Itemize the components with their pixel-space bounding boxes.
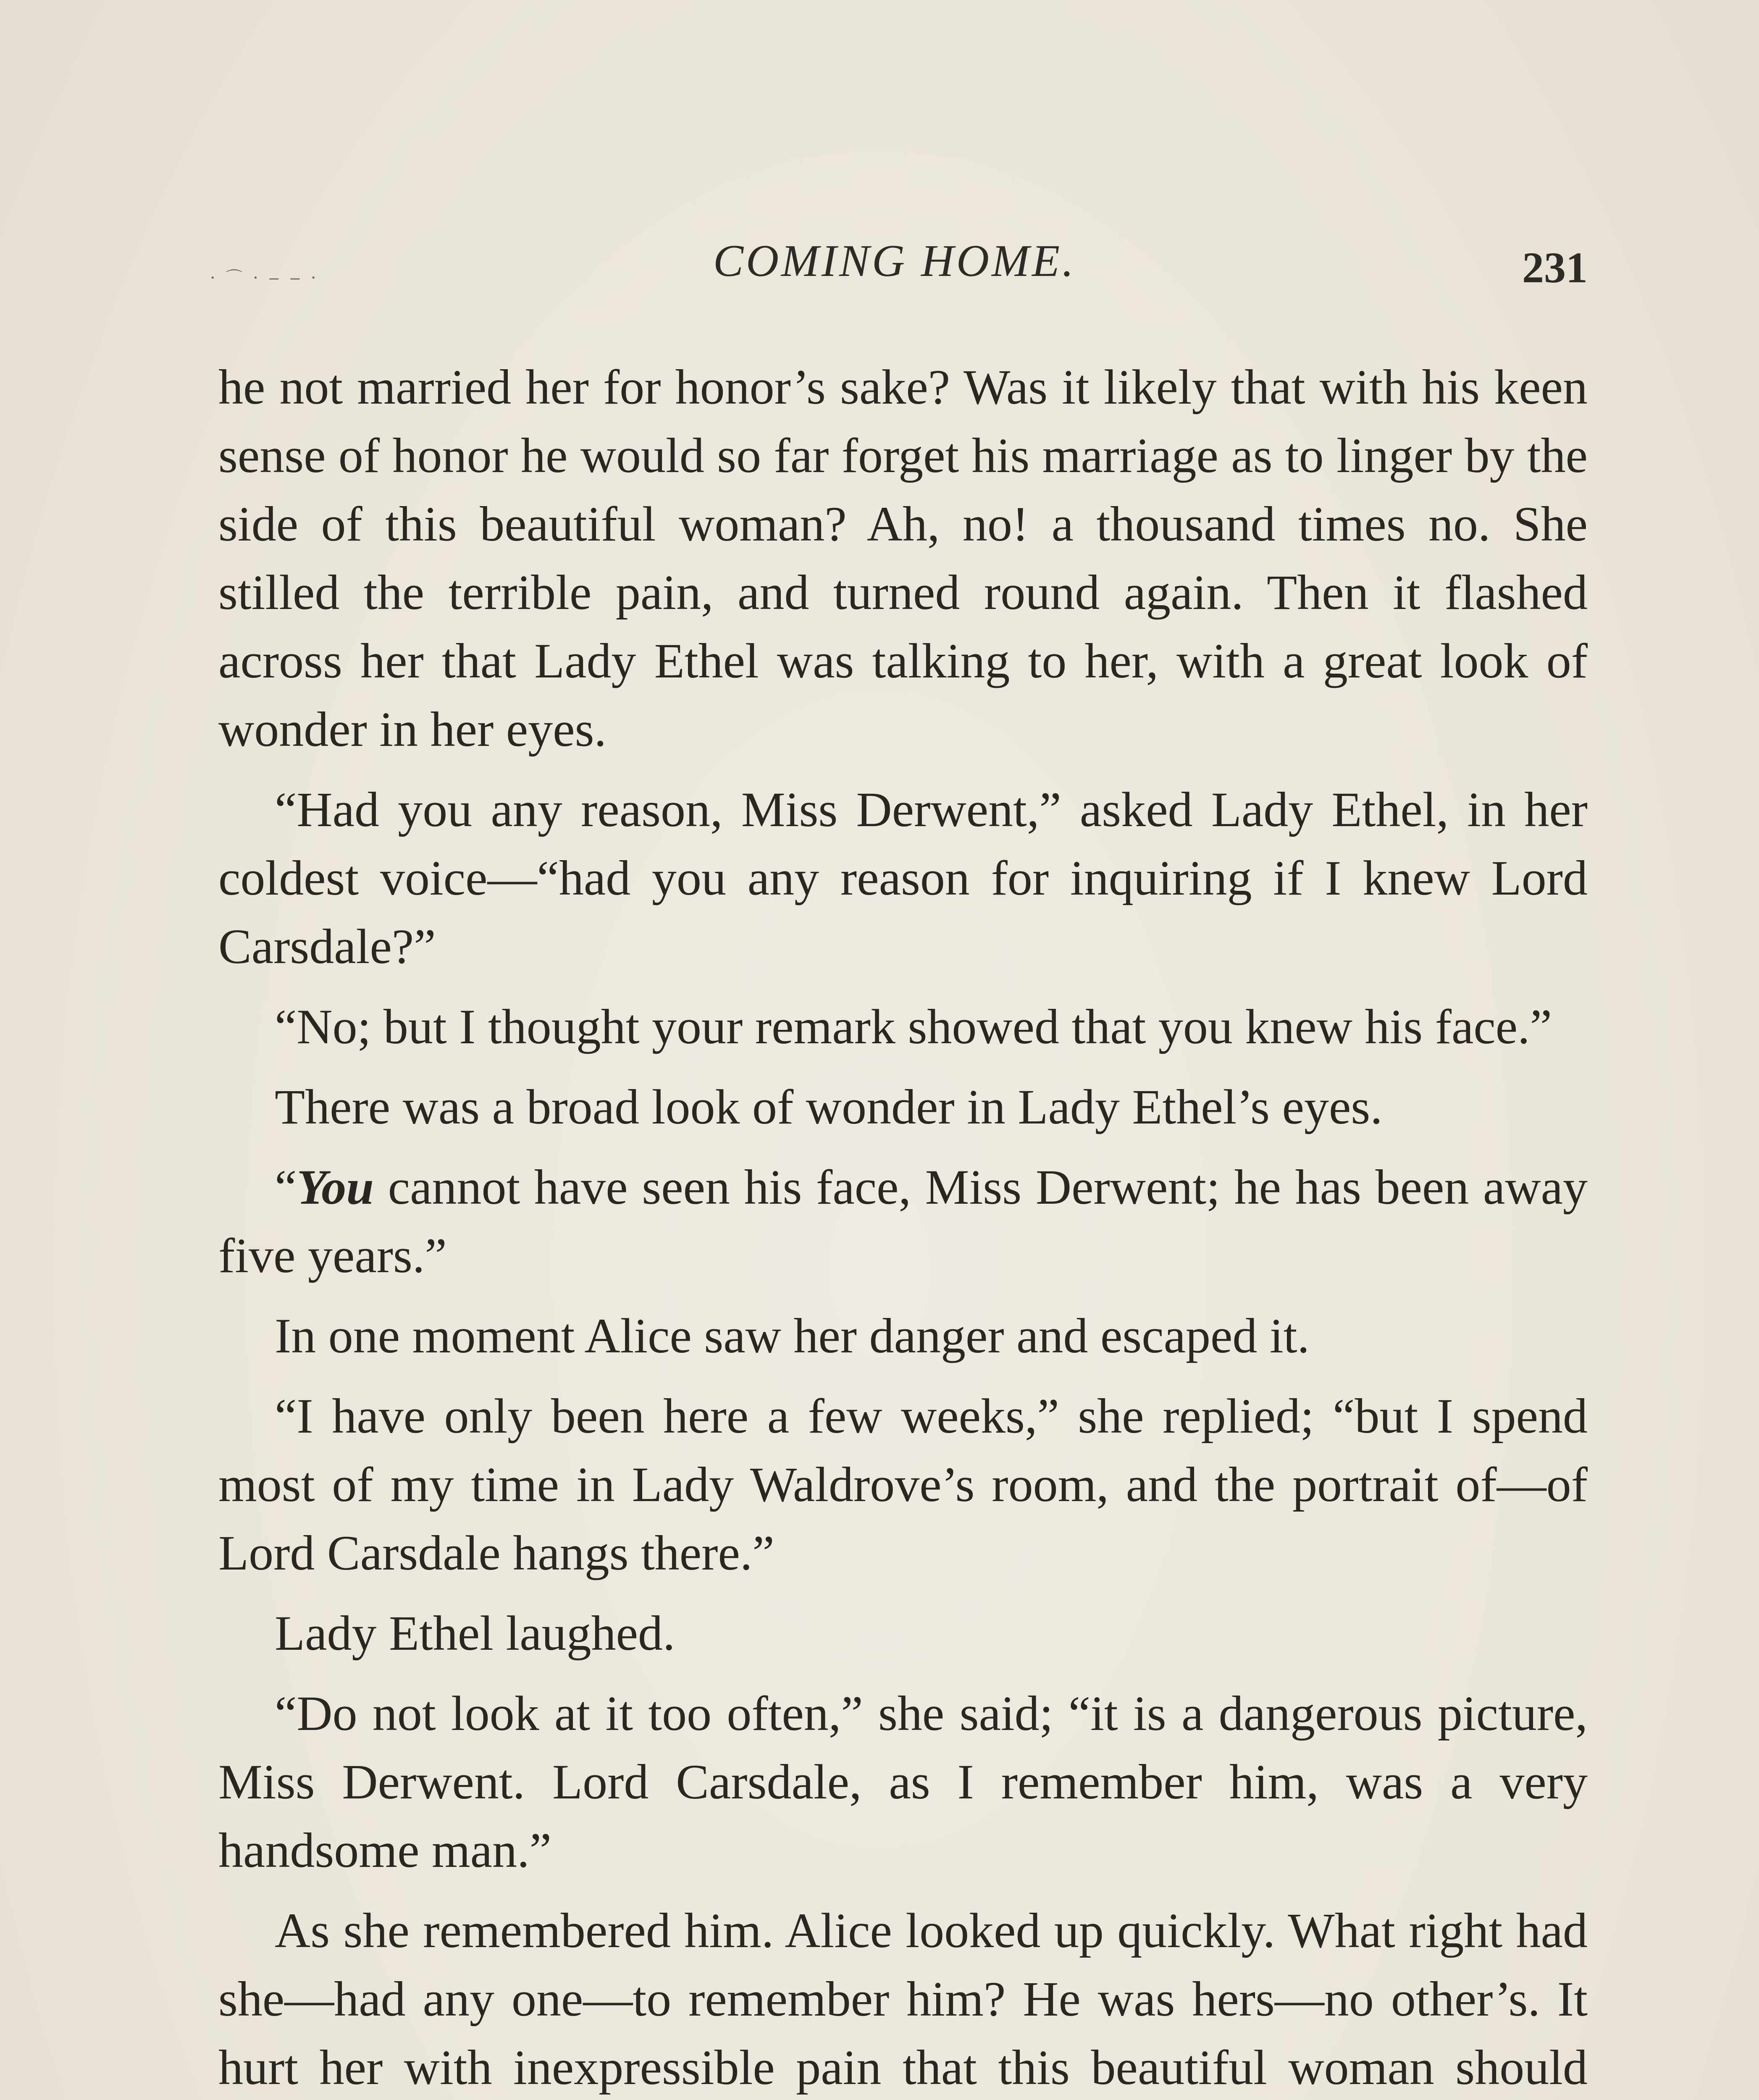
paragraph-text: cannot have seen his face, Miss Derwent; he has been away five years.”	[218, 1160, 1588, 1283]
paragraph	[218, 1896, 1588, 2100]
paragraph	[218, 353, 1588, 764]
paragraph-text: “Do not look at it too often,” she said; “it is a dangerous picture, Miss Derwent. Lord Carsdale, as I remember him, was a very handsome man.”	[218, 1686, 1588, 1878]
paragraph-text: “Had you any reason, Miss Derwent,” asked Lady Ethel, in her coldest voice—“had you any reason for inquiring if I knew Lord Carsdale?”	[218, 782, 1588, 974]
header-ornament: · ⌒ · ‒ ‒ ·	[210, 268, 319, 288]
paragraph	[218, 1599, 1588, 1667]
page-header	[202, 235, 1588, 302]
paragraph	[218, 992, 1588, 1061]
paragraph-text: “	[275, 1160, 297, 1215]
paragraph-text: “I have only been here a few weeks,” she replied; “but I spend most of my time in Lady Waldrove’s room, and the portrait of—of Lord Carsdale hangs there.”	[218, 1389, 1588, 1580]
paragraph-text: In one moment Alice saw her danger and escaped it.	[275, 1308, 1310, 1363]
body-text	[218, 353, 1588, 2100]
paragraph	[218, 1679, 1588, 1885]
paragraph-text: Lady Ethel laughed.	[275, 1606, 675, 1661]
paragraph-text: he not married her for honor’s sake? Was it likely that with his keen sense of honor he would so far forget his marriage as to linger by the side of this beautiful woman? Ah, no! a thousand times no. She stilled the terrible pain, and turned round again. Then it flashed across her that Lady Ethel was talking to her, with a great look of wonder in her eyes.	[218, 360, 1588, 757]
page-number: 231	[1522, 244, 1588, 292]
emphasized-text: You	[297, 1160, 374, 1215]
paragraph-text: There was a broad look of wonder in Lady Ethel’s eyes.	[275, 1079, 1383, 1134]
paragraph	[218, 775, 1588, 981]
running-title: COMING HOME.	[713, 236, 1076, 286]
paragraph	[218, 1073, 1588, 1141]
paragraph	[218, 1382, 1588, 1587]
paragraph-text: As she remembered him. Alice looked up quickly. What right had she—had any one—to remember him? He was hers—no other’s. It hurt her with inexpressible pain that this beautiful woman should	[218, 1903, 1588, 2095]
paragraph	[218, 1153, 1588, 1290]
paragraph	[218, 1302, 1588, 1370]
paragraph-text: “No; but I thought your remark showed that you knew his face.”	[275, 999, 1552, 1054]
